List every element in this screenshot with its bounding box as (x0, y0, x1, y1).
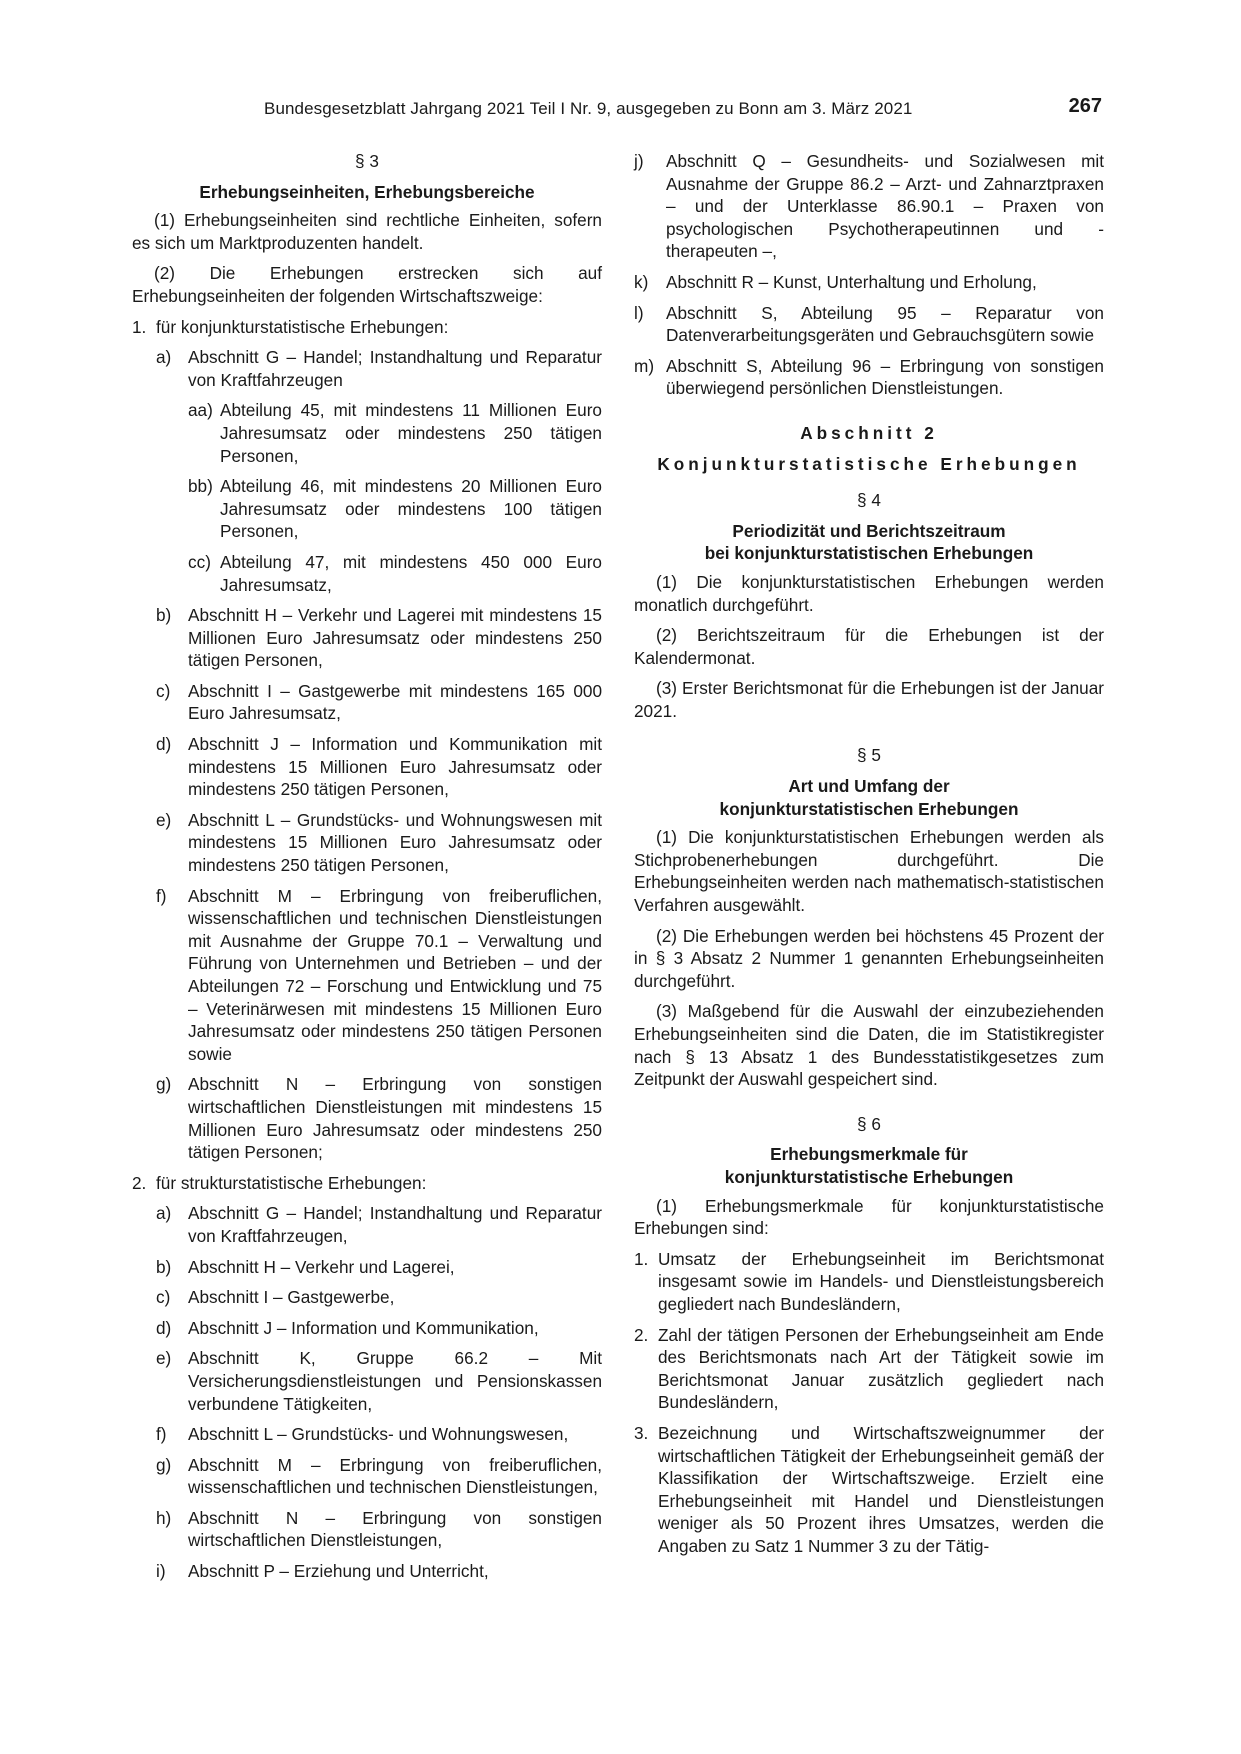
item-label: m) (634, 355, 655, 376)
list-item (634, 302, 1104, 347)
paragraph-title-3: Erhebungseinheiten, Erhebungsbereiche (199, 181, 535, 202)
item-label: a) (156, 1203, 172, 1224)
list-item (132, 1507, 602, 1552)
item-text: Abschnitt P – Erziehung und Unterricht, (188, 1561, 489, 1582)
list-item (132, 1423, 602, 1446)
list-item (132, 346, 602, 391)
paragraph-title-5-line-1: Art und Umfang der (788, 776, 950, 797)
paragraph-sign-4: § 4 (857, 490, 881, 511)
list-item (132, 475, 602, 543)
list-item (634, 1422, 1104, 1558)
list-item (132, 1347, 602, 1415)
paragraph-title-5-line-2: konjunkturstatistischen Erhebungen (719, 798, 1019, 819)
item-label: e) (156, 809, 172, 830)
paragraph-6-abs-1: (1) Erhebungsmerkmale für konjunkturstatistische Erhebungen sind: (634, 1195, 1104, 1239)
item-label: cc) (188, 551, 211, 572)
paragraph-sign-3: § 3 (355, 151, 379, 171)
item-text: Bezeichnung und Wirtschaftszweignummer der wirtschaftlichen Tätigkeit der Erhebungseinheit gemäß der Klassifikation der Wirtschaftszweige. Erzielt eine Erhebungseinheit mit Handel und Dienstleistungen weniger als 50 Prozent ihres Umsatzes, werden die Angaben zu Satz 1 Nummer 3 zu der Tätig- (658, 1422, 1104, 1556)
header-title: Bundesgesetzblatt Jahrgang 2021 Teil I Nr. 9, ausgegeben zu Bonn am 3. März 2021 (264, 99, 913, 118)
item-text: Abschnitt Q – Gesundheits- und Sozialwesen mit Ausnahme der Gruppe 86.2 – Arzt- und Zahnarztpraxen – und der Unterklasse 86.90.1 – Praxen von psychologischen Psychotherapeutinnen und -therapeuten –, (666, 151, 1104, 262)
item-label: a) (156, 347, 172, 368)
item-text: Abschnitt G – Handel; Instandhaltung und Reparatur von Kraftfahrzeugen (188, 347, 602, 390)
item-text: Abschnitt J – Information und Kommunikation, (188, 1317, 539, 1338)
item-text: Abschnitt H – Verkehr und Lagerei mit mindestens 15 Millionen Euro Jahresumsatz oder mindestens 250 tätigen Personen, (188, 605, 602, 671)
list-item (634, 271, 1104, 294)
item-text: Abschnitt M – Erbringung von freiberuflichen, wissenschaftlichen und technischen Dienstleistungen mit Ausnahme der Gruppe 70.1 – Verwaltung und Führung von Unternehmen und Betrieben – und der Abteilungen 72 – Forschung und Entwicklung und 75 – Veterinärwesen mit mindestens 15 Millionen Euro Jahresumsatz oder mindestens 250 tätigen Personen sowie (188, 885, 602, 1064)
item-label: i) (156, 1561, 166, 1582)
item-text: Abschnitt L – Grundstücks- und Wohnungswesen, (188, 1424, 569, 1445)
page-header (132, 95, 1102, 126)
page-number: 267 (1068, 95, 1102, 117)
list-item (132, 809, 602, 877)
item-text: Abschnitt S, Abteilung 96 – Erbringung von sonstigen überwiegend persönlichen Dienstleistungen. (666, 355, 1104, 399)
list-item (132, 399, 602, 467)
item-label: c) (156, 680, 171, 701)
item-text: für konjunkturstatistische Erhebungen: (156, 316, 449, 337)
list-item (132, 604, 602, 672)
item-label: l) (634, 302, 644, 323)
paragraph-3-abs-1: (1) Erhebungseinheiten sind rechtliche Einheiten, sofern es sich um Marktproduzenten handelt. (132, 210, 602, 253)
item-text: Abschnitt I – Gastgewerbe mit mindestens 165 000 Euro Jahresumsatz, (188, 680, 602, 724)
right-column (634, 150, 1104, 1565)
list-item (634, 355, 1104, 400)
list-item (132, 1073, 602, 1163)
paragraph-4-abs-2: (2) Berichtszeitraum für die Erhebungen ist der Kalendermonat. (634, 625, 1104, 668)
item-text: Abschnitt N – Erbringung von sonstigen wirtschaftlichen Dienstleistungen, (188, 1507, 602, 1551)
paragraph-5-abs-2: (2) Die Erhebungen werden bei höchstens 45 Prozent der in § 3 Absatz 2 Nummer 1 genannten Erhebungseinheiten durchgeführt. (634, 925, 1104, 991)
paragraph-title-6-line-2: konjunkturstatistische Erhebungen (724, 1166, 1014, 1187)
item-label: g) (156, 1454, 172, 1475)
item-label: 3. (634, 1422, 649, 1443)
list-item (132, 885, 602, 1066)
item-text: Abschnitt J – Information und Kommunikation mit mindestens 15 Millionen Euro Jahresumsatz oder mindestens 250 tätigen Personen, (188, 734, 602, 800)
item-text: Abschnitt L – Grundstücks- und Wohnungswesen mit mindestens 15 Millionen Euro Jahresumsatz oder mindestens 250 tätigen Personen, (188, 809, 602, 876)
item-label: h) (156, 1507, 172, 1528)
item-label: d) (156, 734, 172, 755)
list-item (132, 316, 602, 339)
item-text: Abschnitt G – Handel; Instandhaltung und Reparatur von Kraftfahrzeugen, (188, 1203, 602, 1246)
item-label: aa) (188, 400, 213, 421)
list-item (132, 733, 602, 801)
item-text: Abschnitt K, Gruppe 66.2 – Mit Versicherungsdienstleistungen und Pensionskassen verbundene Tätigkeiten, (188, 1348, 602, 1414)
item-label: 2. (634, 1324, 649, 1345)
item-label: 1. (132, 316, 147, 337)
list-item (634, 1324, 1104, 1414)
item-label: f) (156, 885, 167, 906)
list-item (634, 150, 1104, 263)
item-label: 1. (634, 1248, 649, 1269)
item-text: für strukturstatistische Erhebungen: (156, 1172, 427, 1193)
item-label: g) (156, 1074, 172, 1095)
item-text: Abteilung 46, mit mindestens 20 Millionen Euro Jahresumsatz oder mindestens 100 tätigen Personen, (220, 476, 602, 542)
item-label: bb) (188, 476, 213, 497)
list-item (132, 1454, 602, 1499)
list-item (132, 680, 602, 725)
item-text: Abschnitt S, Abteilung 95 – Reparatur von Datenverarbeitungsgeräten und Gebrauchsgütern sowie (666, 302, 1104, 346)
section-label: Abschnitt 2 (800, 422, 938, 443)
item-label: d) (156, 1317, 172, 1338)
item-label: e) (156, 1348, 172, 1369)
item-text: Abschnitt N – Erbringung von sonstigen wirtschaftlichen Dienstleistungen mit mindestens 15 Millionen Euro Jahresumsatz oder mindestens 250 tätigen Personen; (188, 1074, 602, 1163)
item-label: c) (156, 1287, 171, 1308)
paragraph-4-abs-1: (1) Die konjunkturstatistischen Erhebungen werden monatlich durchgeführt. (634, 571, 1104, 615)
item-text: Abschnitt M – Erbringung von freiberuflichen, wissenschaftlichen und technischen Dienstleistungen, (188, 1454, 602, 1498)
item-label: j) (634, 151, 644, 171)
list-item (132, 1317, 602, 1340)
item-label: 2. (132, 1172, 147, 1193)
item-label: k) (634, 271, 649, 292)
paragraph-sign-5: § 5 (857, 745, 881, 766)
section-title: Konjunkturstatistische Erhebungen (657, 453, 1081, 474)
paragraph-3-abs-2: (2) Die Erhebungen erstrecken sich auf Erhebungseinheiten der folgenden Wirtschaftszweige: (132, 263, 602, 306)
item-label: b) (156, 605, 172, 626)
item-label: f) (156, 1424, 167, 1445)
paragraph-5-abs-3: (3) Maßgebend für die Auswahl der einzubeziehenden Erhebungseinheiten sind die Daten, die im Statistikregister nach § 13 Absatz 1 des Bundesstatistikgesetzes zum Zeitpunkt der Auswahl gespeichert sind. (634, 1001, 1104, 1090)
item-text: Abschnitt R – Kunst, Unterhaltung und Erholung, (666, 271, 1037, 292)
paragraph-5-abs-1: (1) Die konjunkturstatistischen Erhebungen werden als Stichprobenerhebungen durchgeführt. Die Erhebungseinheiten werden nach mathematisch-statistischen Verfahren ausgewählt. (634, 827, 1104, 916)
item-label: b) (156, 1256, 172, 1277)
list-item (132, 1286, 602, 1309)
item-text: Umsatz der Erhebungseinheit im Berichtsmonat insgesamt sowie im Handels- und Dienstleistungsbereich gegliedert nach Bundesländern, (658, 1248, 1104, 1314)
paragraph-4-abs-3: (3) Erster Berichtsmonat für die Erhebungen ist der Januar 2021. (634, 678, 1104, 721)
list-item (132, 1172, 602, 1195)
list-item (132, 1560, 602, 1583)
left-column (132, 150, 602, 1591)
list-item (132, 551, 602, 596)
paragraph-title-4-line-2: bei konjunkturstatistischen Erhebungen (704, 543, 1034, 564)
item-text: Abschnitt H – Verkehr und Lagerei, (188, 1256, 455, 1277)
paragraph-sign-6: § 6 (857, 1113, 881, 1134)
list-item (634, 1248, 1104, 1316)
list-item (132, 1202, 602, 1247)
item-text: Abteilung 45, mit mindestens 11 Millionen Euro Jahresumsatz oder mindestens 250 tätigen Personen, (220, 400, 602, 466)
item-text: Abteilung 47, mit mindestens 450 000 Euro Jahresumsatz, (220, 551, 602, 595)
item-text: Abschnitt I – Gastgewerbe, (188, 1287, 395, 1308)
item-text: Zahl der tätigen Personen der Erhebungseinheit am Ende des Berichtsmonats nach Art der Tätigkeit sowie im Berichtsmonat Januar zusätzlich gegliedert nach Bundesländern, (658, 1324, 1104, 1413)
paragraph-title-4-line-1: Periodizität und Berichtszeitraum (732, 520, 1006, 541)
list-item (132, 1256, 602, 1279)
paragraph-title-6-line-1: Erhebungsmerkmale für (770, 1144, 968, 1165)
